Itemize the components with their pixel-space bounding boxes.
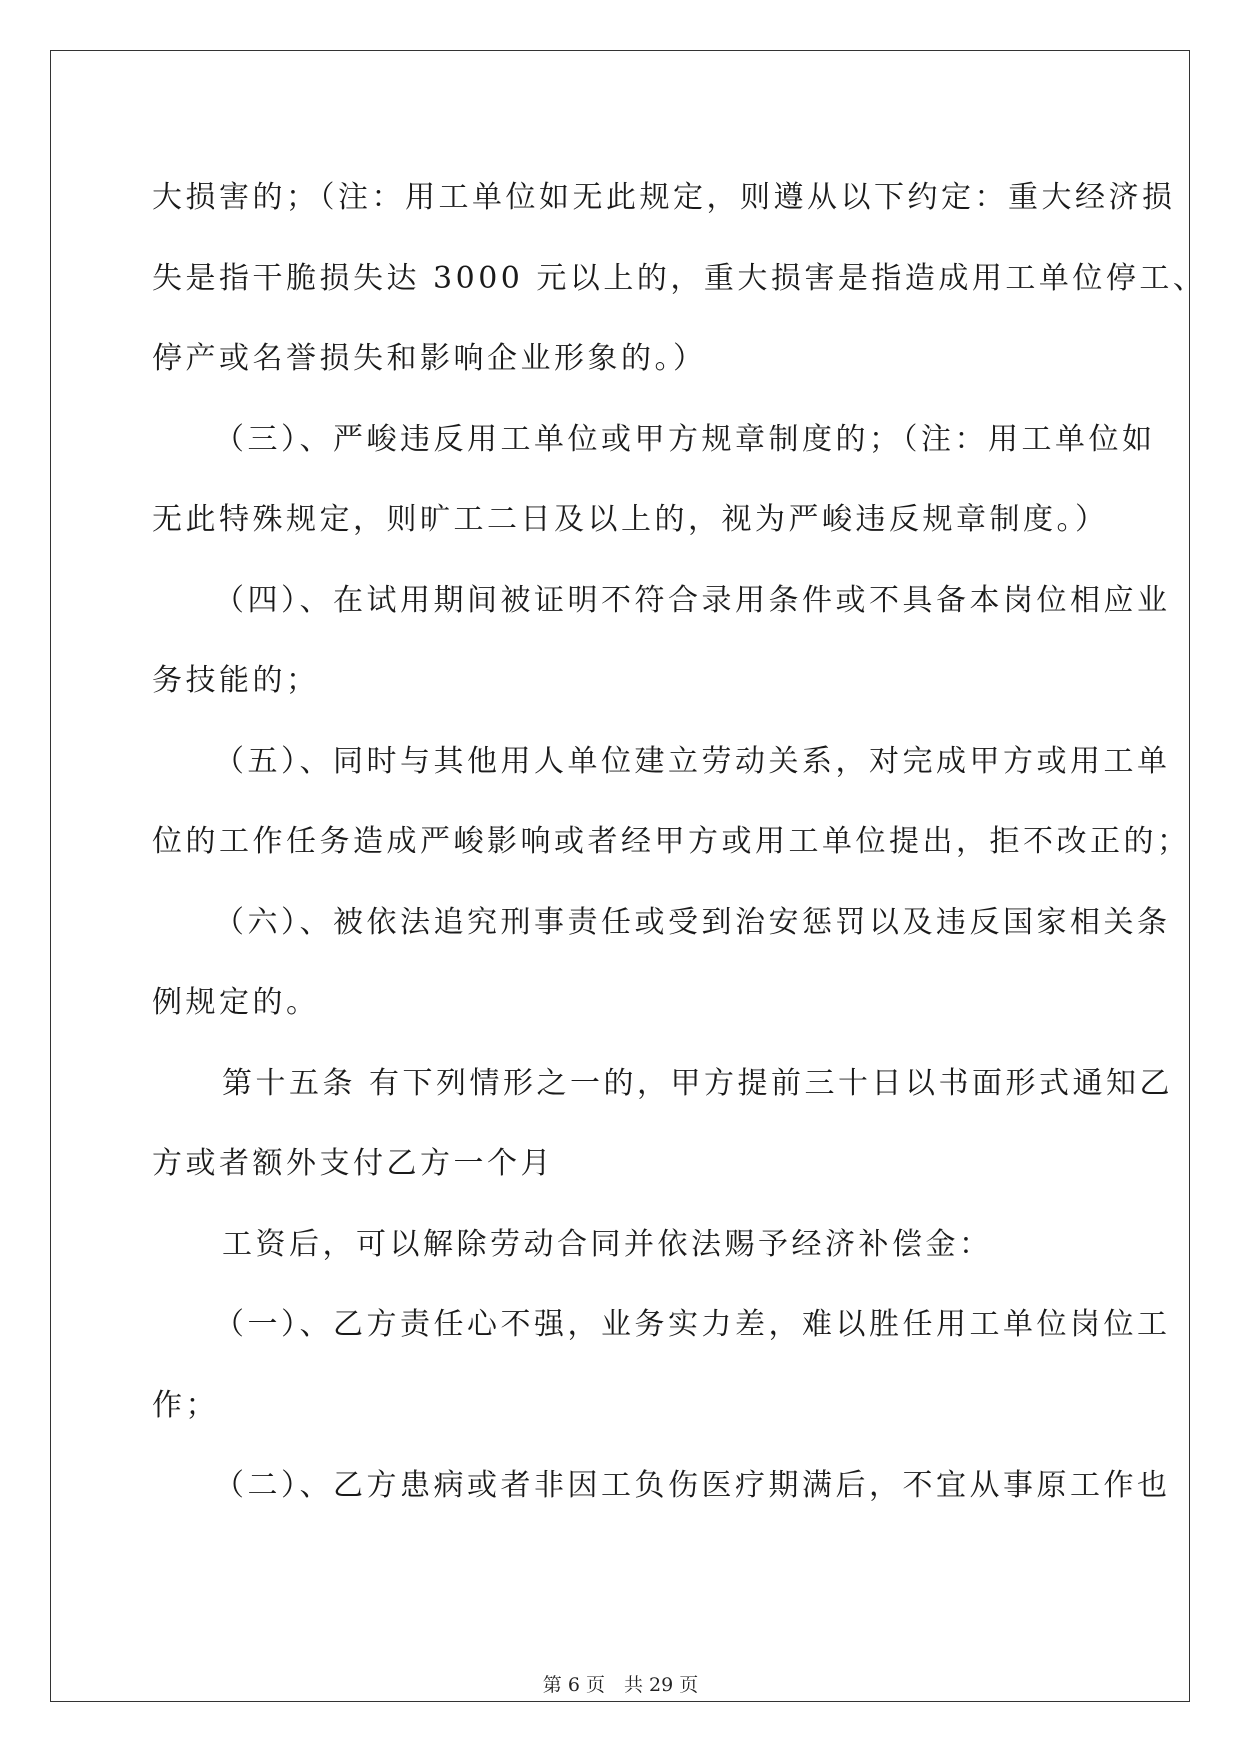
text-line: 停产或名誉损失和影响企业形象的。） xyxy=(152,341,707,376)
text-line: 例规定的。 xyxy=(152,985,320,1020)
text-line: （四）、在试用期间被证明不符合录用条件或不具备本岗位相应业 xyxy=(214,582,1171,618)
text-line: 方或者额外支付乙方一个月 xyxy=(152,1146,554,1181)
document-body xyxy=(152,158,1207,1527)
text-line: 务技能的； xyxy=(152,663,320,698)
text-line: （五）、同时与其他用人单位建立劳动关系，对完成甲方或用工单 xyxy=(214,743,1171,779)
text-line: 大损害的；（注：用工单位如无此规定，则遵从以下约定：重大经济损 xyxy=(152,180,1176,215)
text-line: 位的工作任务造成严峻影响或者经甲方或用工单位提出，拒不改正的； xyxy=(152,824,1191,859)
text-line: 失是指干脆损失达 3000 元以上的，重大损害是指造成用工单位停工、 xyxy=(152,260,1207,296)
text-line: （一）、乙方责任心不强，业务实力差，难以胜任用工单位岗位工 xyxy=(214,1307,1171,1342)
text-line: （六）、被依法追究刑事责任或受到治安惩罚以及违反国家相关条 xyxy=(214,904,1171,940)
text-line: 工资后，可以解除劳动合同并依法赐予经济补偿金： xyxy=(222,1226,993,1262)
page-footer xyxy=(0,1670,1241,1697)
text-line: 无此特殊规定，则旷工二日及以上的，视为严峻违反规章制度。） xyxy=(152,502,1109,537)
text-line: 第十五条 有下列情形之一的，甲方提前三十日以书面形式通知乙 xyxy=(222,1065,1174,1101)
text-line: （三）、严峻违反用工单位或甲方规章制度的；（注：用工单位如 xyxy=(214,421,1156,457)
text-line: （二）、乙方患病或者非因工负伤医疗期满后，不宜从事原工作也 xyxy=(214,1468,1171,1503)
text-line: 作； xyxy=(152,1387,219,1423)
page-number-label: 第 6 页 共 29 页 xyxy=(542,1674,699,1696)
